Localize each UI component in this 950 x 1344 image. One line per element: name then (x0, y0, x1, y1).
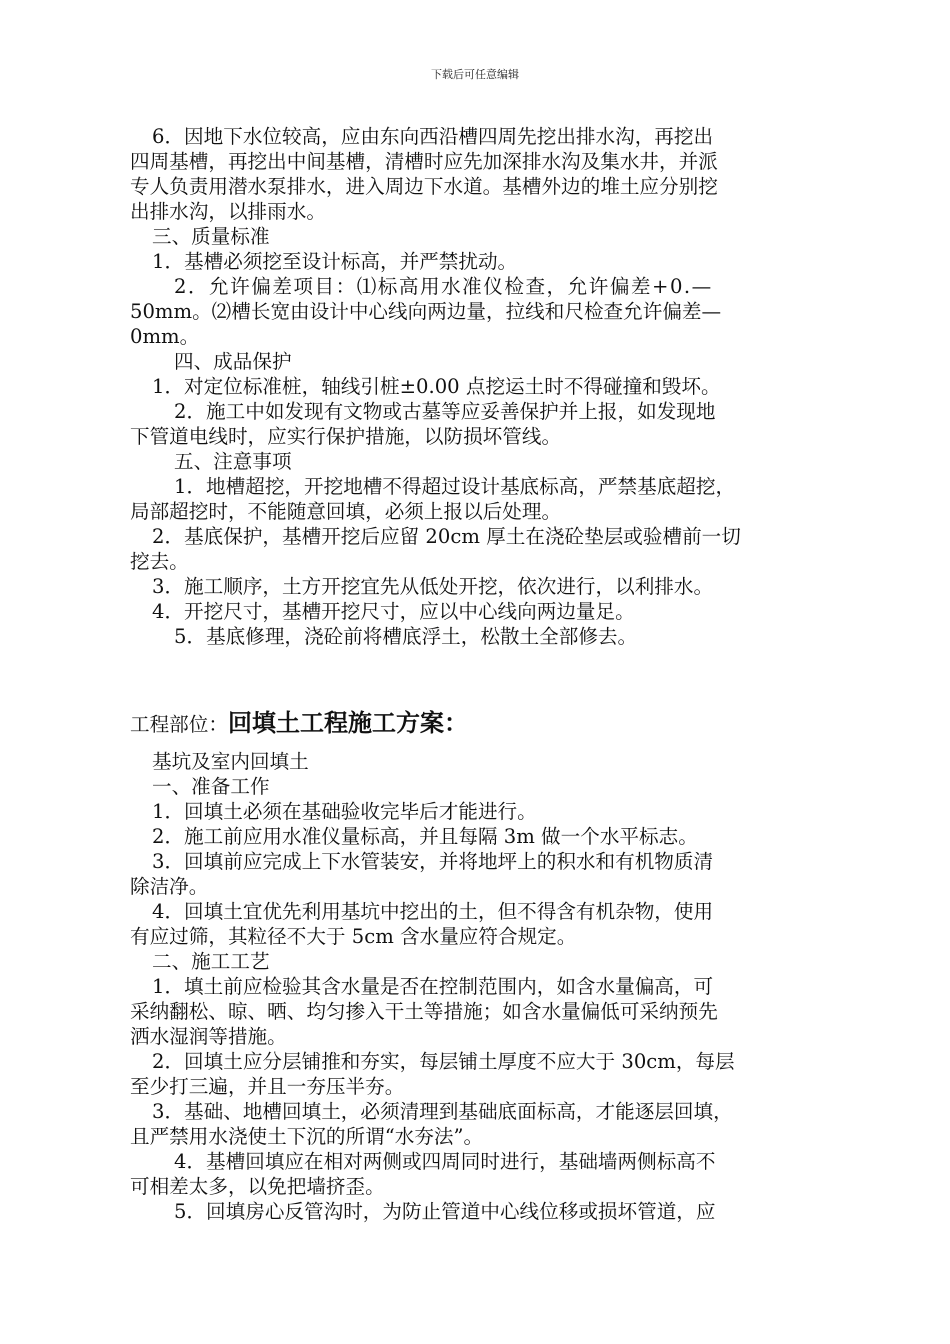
text-line: 采纳翻松、晾、晒、均匀掺入干土等措施；如含水量偏低可采纳预先 (130, 1000, 718, 1023)
text-line: 挖去。 (130, 550, 189, 573)
text-line: 5．回填房心反管沟时，为防止管道中心线位移或损坏管道，应 (174, 1200, 716, 1223)
text-line: 3．基础、地槽回填土，必须清理到基础底面标高，才能逐层回填， (152, 1100, 733, 1123)
text-line: 四、成品保护 (174, 350, 292, 373)
document-body (130, 124, 820, 1224)
text-line: 且严禁用水浇使土下沉的所谓“水夯法”。 (130, 1125, 484, 1148)
text-line: 五、注意事项 (174, 450, 292, 473)
text-line: 局部超挖时，不能随意回填，必须上报以后处理。 (130, 500, 562, 523)
text-line: 专人负责用潜水泵排水，进入周边下水道。基槽外边的堆土应分别挖 (130, 175, 718, 198)
text-line: 2．基底保护，基槽开挖后应留 20cm 厚土在浇砼垫层或验槽前一切 (152, 525, 741, 548)
text-line: 有应过筛，其粒径不大于 5cm 含水量应符合规定。 (130, 925, 577, 948)
text-line: 1．地槽超挖，开挖地槽不得超过设计基底标高，严禁基底超挖， (174, 475, 736, 498)
text-line: 1．对定位标准桩，轴线引桩±0.00 点挖运土时不得碰撞和毁坏。 (152, 375, 721, 398)
text-line: 3．回填前应完成上下水管装安，并将地坪上的积水和有机物质清 (152, 850, 714, 873)
text-line: 四周基槽，再挖出中间基槽，清槽时应先加深排水沟及集水井，并派 (130, 150, 718, 173)
excavation-section (130, 124, 820, 649)
text-line: 3．施工顺序，土方开挖宜先从低处开挖，依次进行，以利排水。 (152, 575, 714, 598)
text-line: 4．开挖尺寸，基槽开挖尺寸，应以中心线向两边量足。 (152, 600, 635, 623)
text-line: 至少打三遍，并且一夯压半夯。 (130, 1075, 405, 1098)
title-label: 工程部位： (130, 713, 228, 736)
section-title (130, 705, 820, 743)
text-line: 2．施工中如发现有文物或古墓等应妥善保护并上报，如发现地 (174, 400, 716, 423)
text-line: 可相差太多，以免把墙挤歪。 (130, 1175, 385, 1198)
text-line: 洒水湿润等措施。 (130, 1025, 287, 1048)
text-line: 二、施工工艺 (152, 950, 270, 973)
text-line: 下管道电线时，应实行保护措施，以防损坏管线。 (130, 425, 562, 448)
text-line: 一、准备工作 (152, 775, 270, 798)
text-line: 1．填土前应检验其含水量是否在控制范围内，如含水量偏高，可 (152, 975, 714, 998)
text-line: 1．回填土必须在基础验收完毕后才能进行。 (152, 800, 537, 823)
text-line: 2．施工前应用水准仪量标高，并且每隔 3m 做一个水平标志。 (152, 825, 698, 848)
text-line: 2．允许偏差项目：⑴标高用水准仪检查，允许偏差+0.— (174, 275, 713, 298)
text-line: 出排水沟，以排雨水。 (130, 200, 326, 223)
backfill-section (130, 749, 820, 1224)
text-line: 50mm。⑵槽长宽由设计中心线向两边量，拉线和尺检查允许偏差— (130, 300, 722, 323)
text-line: 除洁净。 (130, 875, 209, 898)
text-line: 1．基槽必须挖至设计标高，并严禁扰动。 (152, 250, 518, 273)
text-line: 4．基槽回填应在相对两侧或四周同时进行，基础墙两侧标高不 (174, 1150, 716, 1173)
title-main: 回填土工程施工方案： (227, 708, 468, 737)
text-line: 基坑及室内回填土 (152, 750, 309, 773)
text-line: 5．基底修理，浇砼前将槽底浮土，松散土全部修去。 (174, 625, 638, 648)
text-line: 三、质量标准 (152, 225, 270, 248)
text-line: 4．回填土宜优先利用基坑中挖出的土，但不得含有机杂物，使用 (152, 900, 714, 923)
text-line: 0mm。 (130, 325, 200, 348)
text-line: 6．因地下水位较高，应由东向西沿槽四周先挖出排水沟，再挖出 (152, 125, 714, 148)
text-line: 2．回填土应分层铺推和夯实，每层铺土厚度不应大于 30cm，每层 (152, 1050, 735, 1073)
page-header: 下载后可任意编辑 (431, 68, 519, 81)
